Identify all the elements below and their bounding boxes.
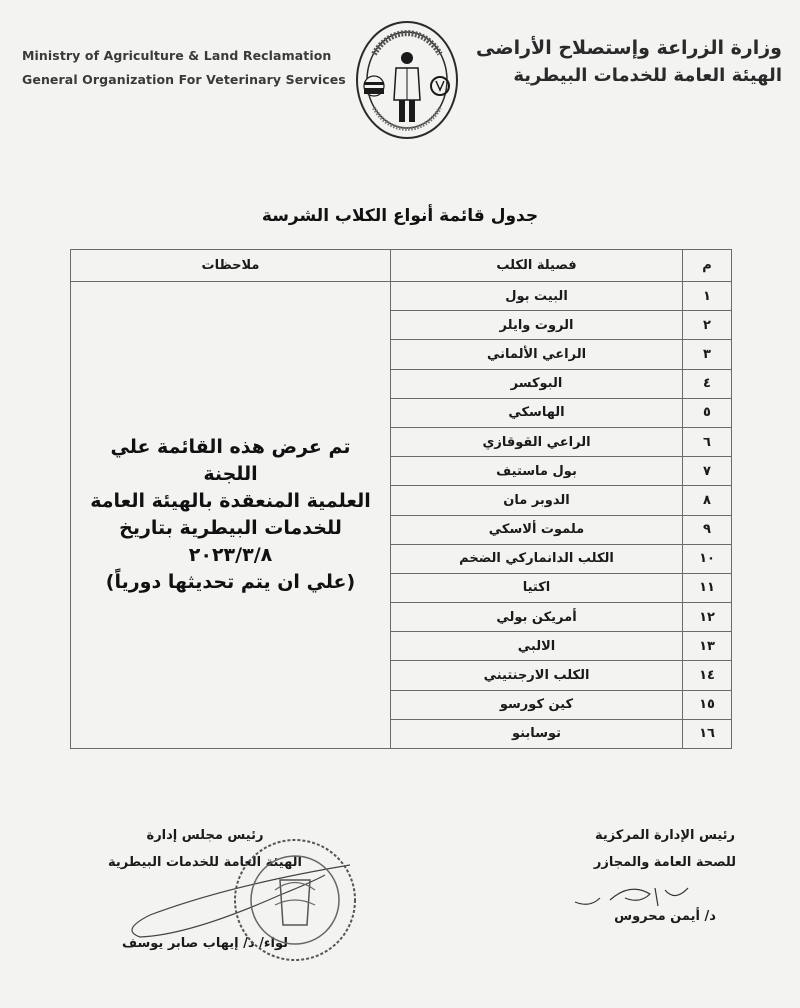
signatory-title-line: الهيئة العامة للخدمات البيطرية	[107, 855, 302, 870]
row-number: ١٦	[683, 719, 732, 748]
breed-name: الدوبر مان	[391, 486, 683, 515]
notes-line: للخدمات البيطرية بتاريخ ٢٠٢٣/٣/٨	[119, 517, 342, 566]
breed-name: البيت بول	[391, 282, 683, 311]
table-row	[71, 282, 732, 311]
breed-name: توسابنو	[391, 719, 683, 748]
organization-logo-icon	[352, 18, 462, 142]
english-header	[22, 44, 346, 92]
row-number: ٢	[683, 311, 732, 340]
breed-name: الهاسكي	[391, 398, 683, 427]
ministry-name-en: Ministry of Agriculture & Land Reclamation	[22, 48, 332, 63]
notes-line: تم عرض هذه القائمة علي اللجنة	[110, 436, 351, 485]
column-header-breed: فصيلة الكلب	[391, 250, 683, 282]
breed-name: كين كورسو	[391, 690, 683, 719]
dog-breeds-table	[70, 249, 732, 749]
breed-name: اكتيا	[391, 573, 683, 602]
breed-name: الراعي القوقازي	[391, 427, 683, 456]
table-header-row	[71, 250, 732, 282]
row-number: ٩	[683, 515, 732, 544]
row-number: ١	[683, 282, 732, 311]
row-number: ١٠	[683, 544, 732, 573]
signatory-name: لواء/ د/ إيهاب صابر يوسف	[122, 936, 288, 951]
row-number: ٨	[683, 486, 732, 515]
row-number: ١٢	[683, 603, 732, 632]
row-number: ١٣	[683, 632, 732, 661]
notes-cell	[71, 282, 391, 749]
breed-name: الالبي	[391, 632, 683, 661]
column-header-number: م	[683, 250, 732, 282]
row-number: ٣	[683, 340, 732, 369]
breed-name: الروت وايلر	[391, 311, 683, 340]
official-stamp-icon	[225, 835, 365, 965]
row-number: ٤	[683, 369, 732, 398]
notes-line: (علي ان يتم تحديثها دورياً)	[105, 571, 356, 593]
signatory-title-line: رئيس الإدارة المركزية	[594, 828, 736, 843]
row-number: ١٥	[683, 690, 732, 719]
row-number: ٥	[683, 398, 732, 427]
breed-name: الكلب الدانماركي الضخم	[391, 544, 683, 573]
signatory-title-line: رئيس مجلس إدارة	[146, 828, 264, 843]
handwritten-signature-icon	[570, 880, 700, 916]
signatory-name: د/ أيمن محروس	[614, 909, 716, 924]
row-number: ١١	[683, 573, 732, 602]
row-number: ٦	[683, 427, 732, 456]
breed-name: الكلب الارجنتيني	[391, 661, 683, 690]
organization-name-en: General Organization For Veterinary Services	[22, 72, 346, 87]
arabic-header	[476, 34, 782, 90]
breed-name: بول ماستيف	[391, 457, 683, 486]
row-number: ٧	[683, 457, 732, 486]
column-header-notes: ملاحظات	[71, 250, 391, 282]
ministry-name-ar: وزارة الزراعة وإستصلاح الأراضى	[476, 37, 782, 59]
document-title: جدول قائمة أنواع الكلاب الشرسة	[261, 206, 539, 226]
notes-line: العلمية المنعقدة بالهيئة العامة	[90, 490, 371, 512]
organization-name-ar: الهيئة العامة للخدمات البيطرية	[513, 65, 782, 86]
signatory-title-line: للصحة العامة والمجازر	[593, 855, 737, 870]
breed-name: ملموت ألاسكي	[391, 515, 683, 544]
breed-name: أمريكن بولي	[391, 603, 683, 632]
breed-name: الراعي الألماني	[391, 340, 683, 369]
breed-name: البوكسر	[391, 369, 683, 398]
row-number: ١٤	[683, 661, 732, 690]
